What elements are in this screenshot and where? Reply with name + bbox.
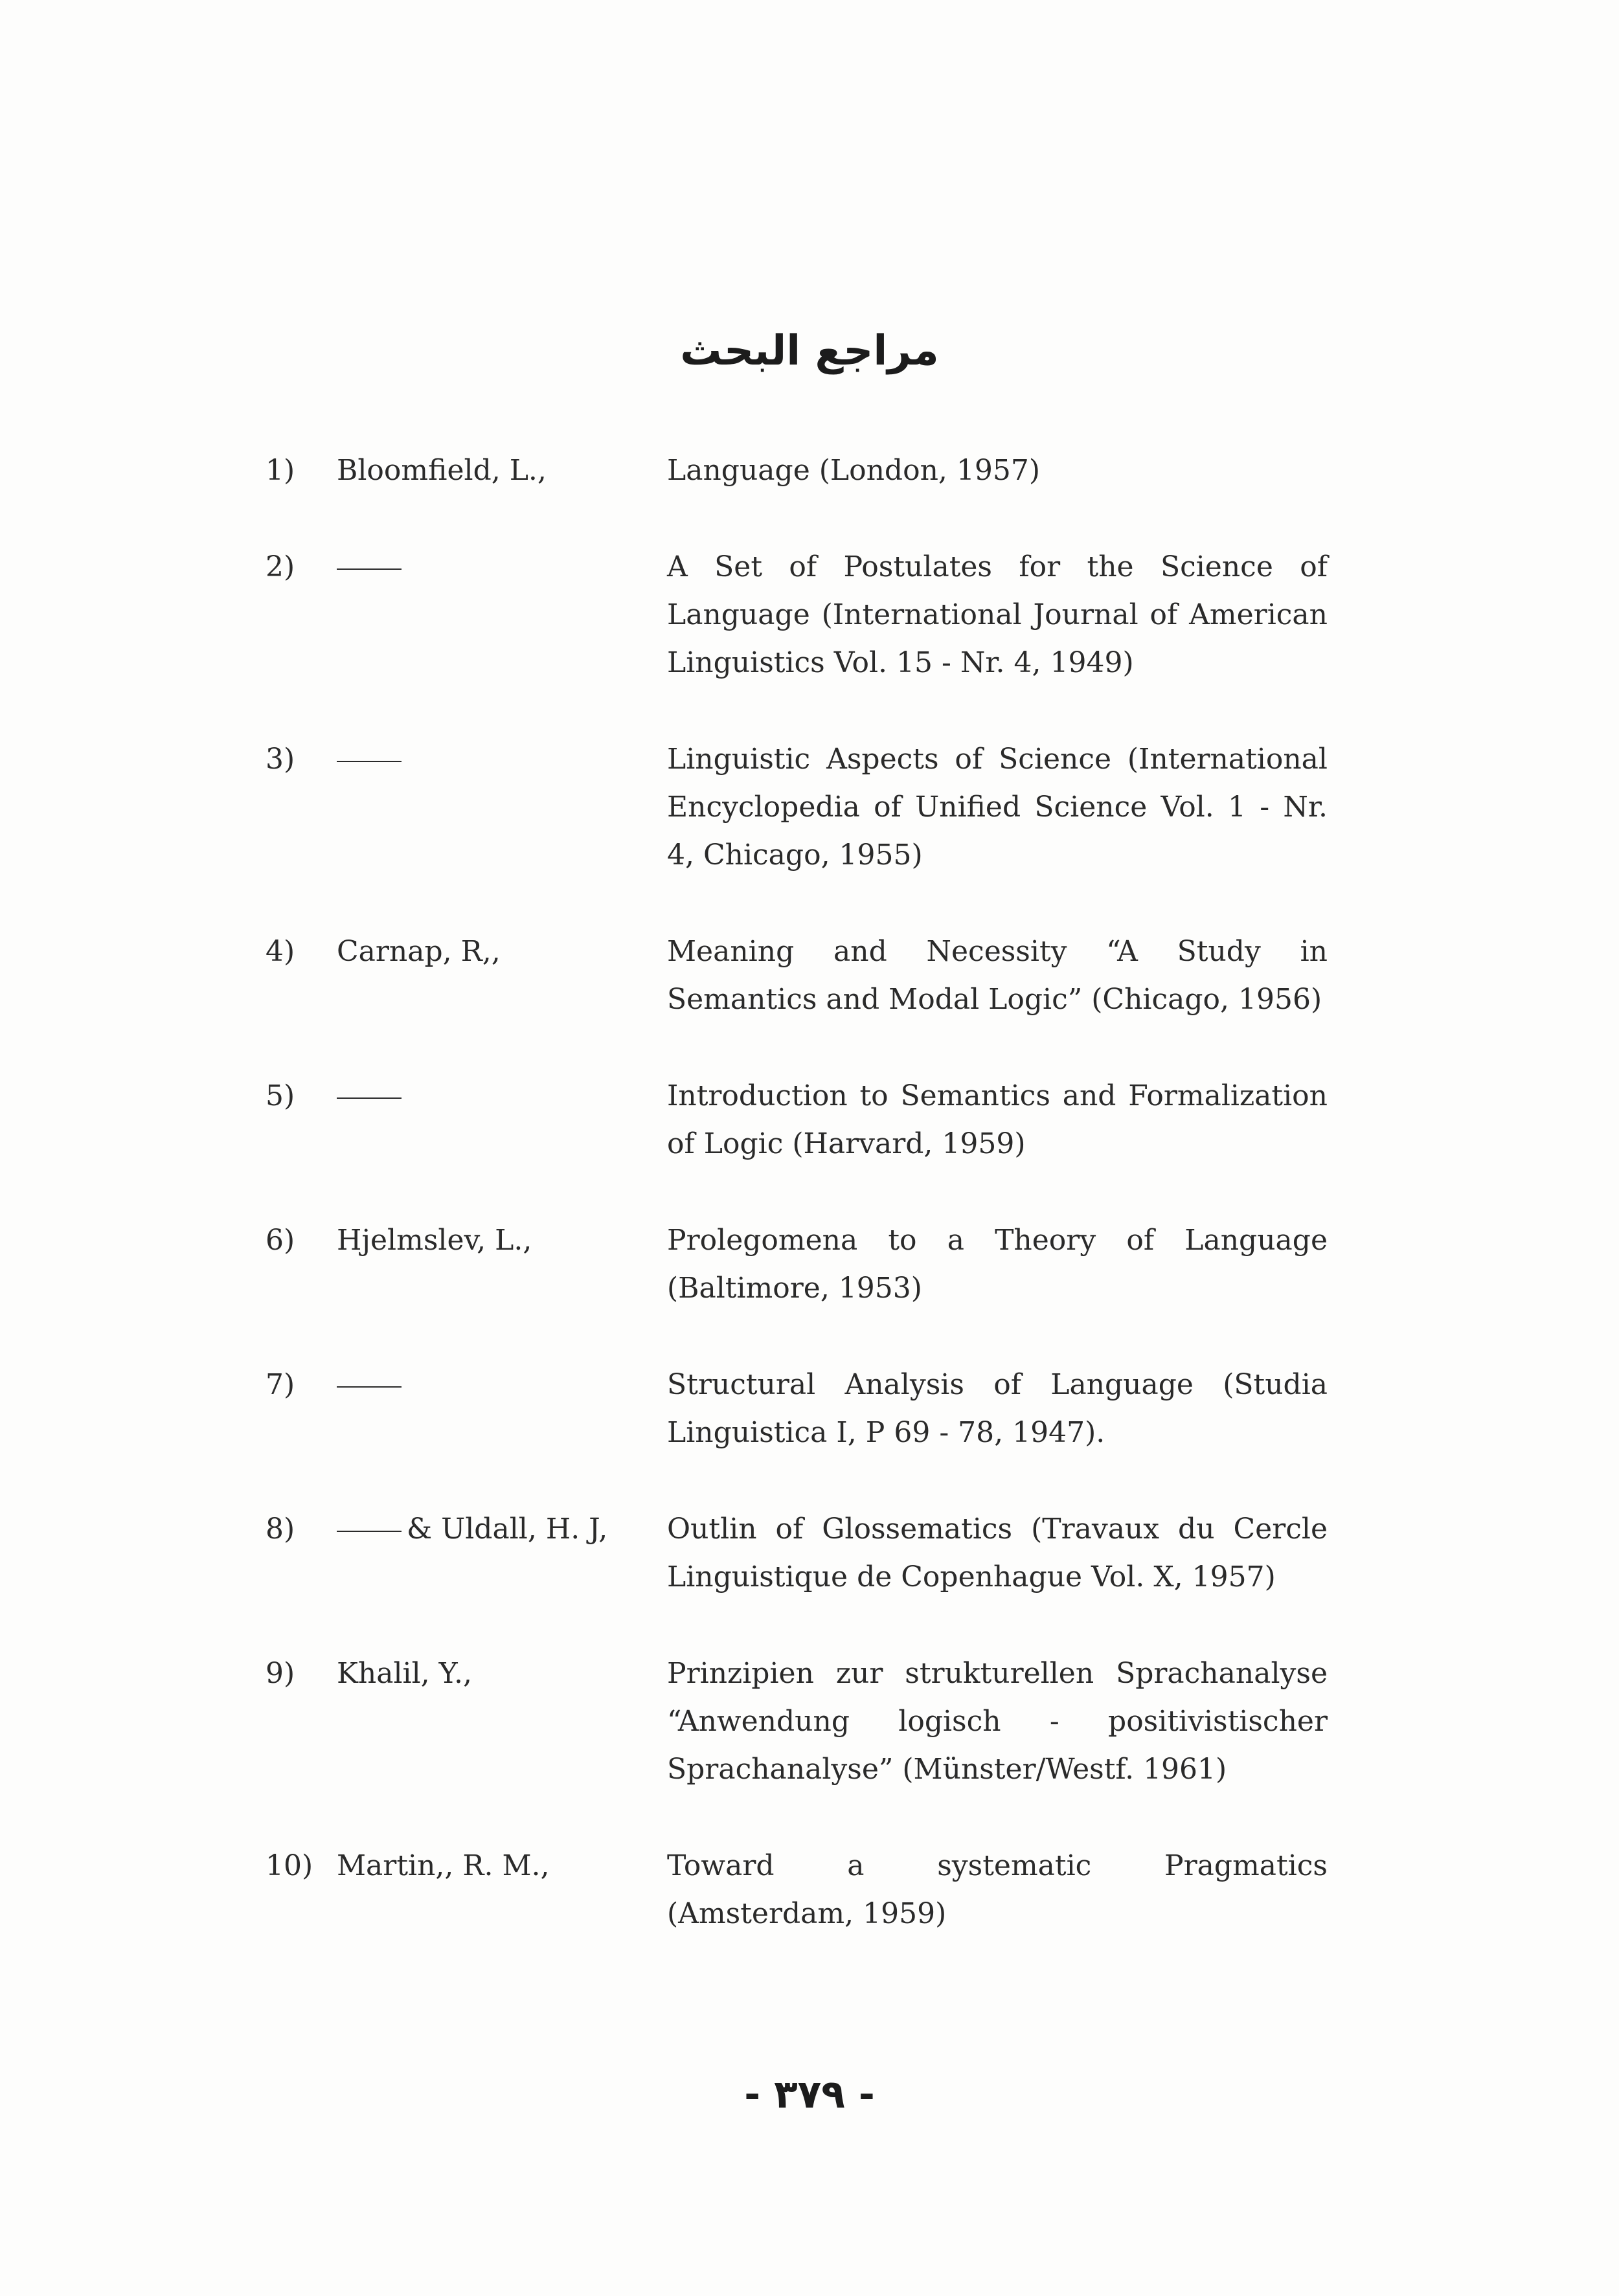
ditto-dash [337,1097,402,1099]
reference-author [337,1217,667,1265]
reference-author [337,1650,667,1698]
reference-item [266,1072,1328,1168]
reference-item [266,1842,1328,1938]
reference-author [337,1361,667,1409]
reference-author-name: Martin,, R. M., [337,1849,550,1882]
ditto-dash [337,761,402,762]
reference-item [266,1361,1328,1457]
reference-number: 4) [266,935,295,968]
reference-item [266,447,1328,495]
reference-work: Prolegomena to a Theory of Language (Baltimore, 1953) [667,1224,1328,1305]
reference-number: 2) [266,550,295,583]
reference-author [337,447,667,495]
reference-work: Language (London, 1957) [667,454,1041,487]
reference-author-name: Hjelmslev, L., [337,1224,532,1257]
page-title: مراجع البحث [680,327,939,375]
reference-number: 6) [266,1224,295,1257]
reference-author [337,928,667,976]
reference-item [266,1650,1328,1794]
reference-item [266,736,1328,879]
reference-author [337,1505,667,1553]
reference-number: 5) [266,1079,295,1112]
reference-number: 7) [266,1368,295,1401]
reference-item [266,1505,1328,1601]
page-number: - ٣٧٩ - [744,2072,875,2117]
reference-number: 9) [266,1657,295,1690]
reference-number: 1) [266,454,295,487]
reference-number: 3) [266,743,295,776]
reference-author [337,736,667,783]
reference-author-name: & Uldall, H. J, [407,1513,608,1546]
reference-author-name: Carnap, R,, [337,935,501,968]
reference-item [266,928,1328,1024]
reference-work: A Set of Postulates for the Science of Language (International Journal of American Linguistics Vol. 15 - Nr. 4, 1949) [667,550,1328,679]
reference-work: Prinzipien zur strukturellen Sprachanalyse “Anwendung logisch - positivistischer Sprachanalyse” (Münster/Westf. 1961) [667,1657,1328,1786]
reference-author [337,543,667,591]
reference-work: Introduction to Semantics and Formalization of Logic (Harvard, 1959) [667,1079,1328,1160]
reference-item [266,1217,1328,1312]
ditto-dash [337,568,402,570]
reference-work: Outlin of Glossematics (Travaux du Cercle Linguistique de Copenhague Vol. X, 1957) [667,1513,1328,1593]
reference-number: 8) [266,1513,295,1546]
reference-list [266,447,1328,1986]
reference-work: Structural Analysis of Language (Studia Linguistica I, P 69 - 78, 1947). [667,1368,1328,1449]
reference-author [337,1072,667,1120]
ditto-dash [337,1386,402,1388]
reference-work: Toward a systematic Pragmatics (Amsterdam, 1959) [667,1849,1328,1930]
reference-work: Meaning and Necessity “A Study in Semantics and Modal Logic” (Chicago, 1956) [667,935,1328,1016]
reference-author-name: Bloomfield, L., [337,454,547,487]
reference-author [337,1842,667,1890]
reference-author-name: Khalil, Y., [337,1657,472,1690]
reference-number: 10) [266,1849,313,1882]
ditto-dash [337,1531,402,1532]
reference-work: Linguistic Aspects of Science (International Encyclopedia of Unified Science Vol. 1 - Nr. 4, Chicago, 1955) [667,743,1328,872]
reference-item [266,543,1328,687]
